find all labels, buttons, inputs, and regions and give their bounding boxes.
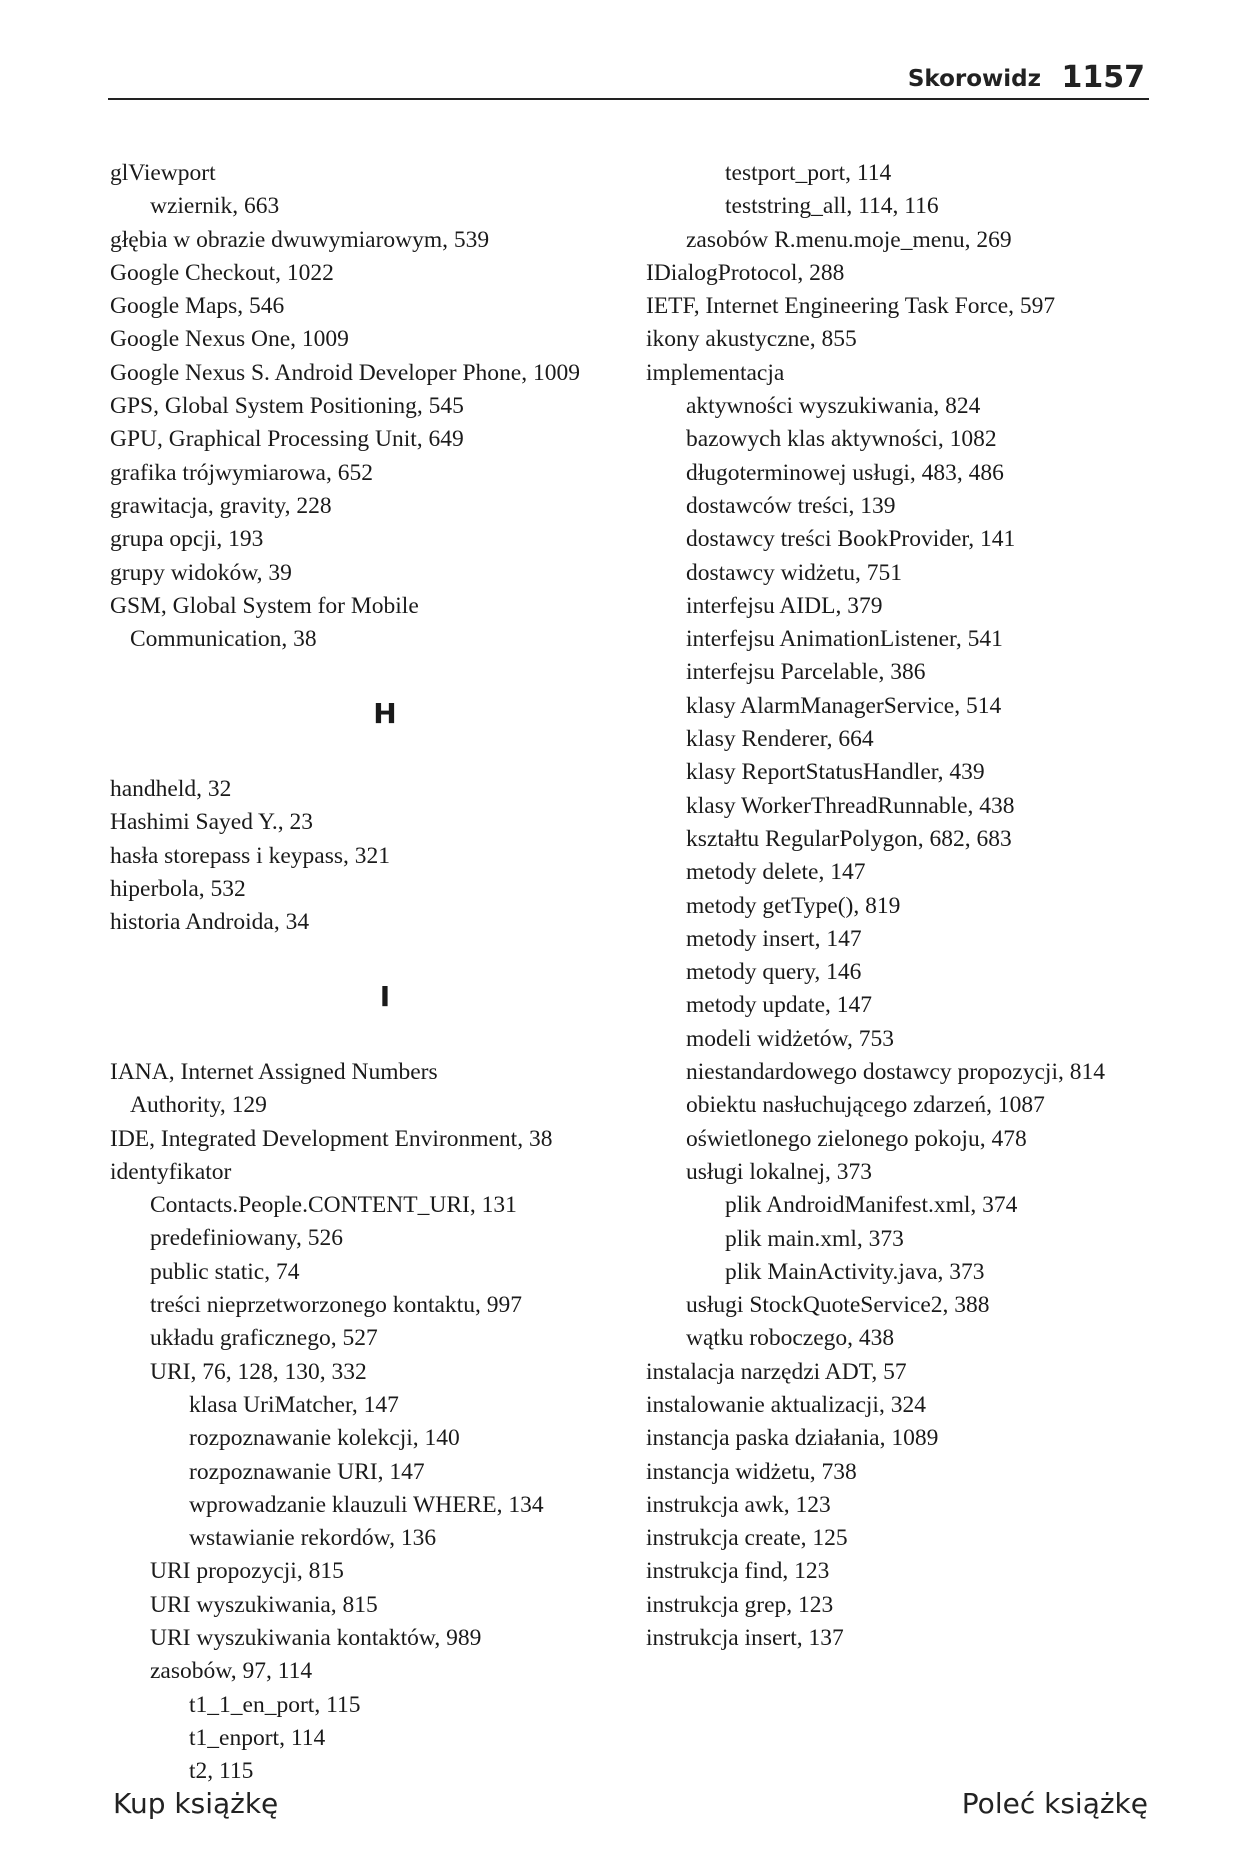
index-entry: zasobów R.menu.moje_menu, 269 [686, 226, 1012, 253]
index-entry: IANA, Internet Assigned Numbers [110, 1058, 438, 1085]
index-entry: długoterminowej usługi, 483, 486 [686, 459, 1004, 486]
index-entry: bazowych klas aktywności, 1082 [686, 426, 997, 453]
index-entry: układu graficznego, 527 [150, 1325, 378, 1352]
index-entry: dostawców treści, 139 [686, 492, 896, 519]
index-entry: implementacja [646, 359, 785, 386]
index-entry: glViewport [110, 160, 216, 186]
index-entry: dostawcy widżetu, 751 [686, 559, 903, 586]
index-entry: metody insert, 147 [686, 925, 862, 952]
index-entry: oświetlonego zielonego pokoju, 478 [686, 1125, 1027, 1152]
index-entry: plik main.xml, 373 [725, 1225, 904, 1252]
index-entry: aktywności wyszukiwania, 824 [686, 393, 981, 420]
index-entry: Google Nexus One, 1009 [110, 326, 349, 353]
index-column-left [110, 157, 640, 1788]
index-entry: wstawianie rekordów, 136 [189, 1525, 437, 1552]
index-entry: klasy WorkerThreadRunnable, 438 [686, 792, 1015, 819]
index-entry: public static, 74 [150, 1258, 300, 1285]
index-entry: klasa UriMatcher, 147 [189, 1391, 399, 1418]
index-entry: identyfikator [110, 1158, 232, 1185]
index-entry: Google Maps, 546 [110, 293, 285, 320]
index-entry: grawitacja, gravity, 228 [110, 492, 332, 519]
index-entry: GSM, Global System for Mobile [110, 592, 419, 619]
index-entry: interfejsu AnimationListener, 541 [686, 626, 1003, 653]
page-number: 1157 [1061, 60, 1145, 95]
index-entry: metody query, 146 [686, 959, 862, 986]
index-entry: interfejsu AIDL, 379 [686, 592, 883, 619]
index-entry: instrukcja find, 123 [646, 1558, 830, 1585]
index-entry: instancja widżetu, 738 [646, 1458, 857, 1485]
index-entry: klasy AlarmManagerService, 514 [686, 692, 1002, 719]
index-entry: rozpoznawanie kolekcji, 140 [189, 1425, 460, 1452]
index-entry: Google Nexus S. Android Developer Phone, 1009 [110, 359, 580, 386]
index-entry: metody delete, 147 [686, 859, 866, 886]
index-entry: klasy Renderer, 664 [686, 726, 874, 753]
index-entry: IDE, Integrated Development Environment, 38 [110, 1125, 553, 1152]
index-entry: Google Checkout, 1022 [110, 259, 334, 286]
index-entry: instrukcja create, 125 [646, 1525, 848, 1552]
index-entry: plik MainActivity.java, 373 [725, 1258, 985, 1285]
index-entry: URI wyszukiwania, 815 [150, 1591, 378, 1618]
index-entry: instancja paska działania, 1089 [646, 1425, 939, 1452]
index-entry: URI wyszukiwania kontaktów, 989 [150, 1624, 482, 1651]
index-column-right [646, 157, 1166, 1655]
index-entry: obiektu nasłuchującego zdarzeń, 1087 [686, 1092, 1045, 1119]
index-entry: instrukcja grep, 123 [646, 1591, 834, 1618]
index-entry: grafika trójwymiarowa, 652 [110, 459, 373, 486]
index-entry: plik AndroidManifest.xml, 374 [725, 1192, 1018, 1219]
index-entry: GPS, Global System Positioning, 545 [110, 393, 464, 420]
index-entry: instrukcja awk, 123 [646, 1491, 831, 1518]
section-title: Skorowidz [907, 66, 1041, 92]
index-entry: usługi StockQuoteService2, 388 [686, 1292, 990, 1319]
index-entry: grupy widoków, 39 [110, 559, 292, 586]
index-entry: Authority, 129 [130, 1092, 267, 1119]
index-entry: historia Androida, 34 [110, 909, 310, 936]
section-letter-heading: H [373, 697, 397, 731]
index-entry: teststring_all, 114, 116 [725, 193, 939, 220]
index-entry: ikony akustyczne, 855 [646, 326, 857, 353]
index-entry: kształtu RegularPolygon, 682, 683 [686, 825, 1012, 852]
section-letter-heading: I [379, 980, 391, 1014]
index-entry: usługi lokalnej, 373 [686, 1158, 873, 1185]
index-entry: wątku roboczego, 438 [686, 1325, 895, 1352]
index-entry: instalacja narzędzi ADT, 57 [646, 1358, 907, 1385]
index-entry: handheld, 32 [110, 775, 232, 802]
buy-book-link[interactable]: Kup książkę [113, 1787, 279, 1820]
index-entry: URI propozycji, 815 [150, 1558, 344, 1585]
index-entry: Hashimi Sayed Y., 23 [110, 809, 314, 836]
page-header [108, 58, 1149, 100]
index-entry: metody update, 147 [686, 992, 873, 1019]
index-entry: hiperbola, 532 [110, 875, 246, 902]
index-entry: Communication, 38 [130, 626, 317, 653]
index-entry: instalowanie aktualizacji, 324 [646, 1391, 926, 1418]
index-entry: klasy ReportStatusHandler, 439 [686, 759, 985, 786]
index-entry: GPU, Graphical Processing Unit, 649 [110, 426, 464, 453]
index-entry: t1_enport, 114 [189, 1724, 326, 1751]
index-entry: instrukcja insert, 137 [646, 1625, 844, 1652]
index-entry: URI, 76, 128, 130, 332 [150, 1358, 367, 1385]
index-entry: t1_1_en_port, 115 [189, 1691, 361, 1718]
index-entry: interfejsu Parcelable, 386 [686, 659, 926, 686]
index-entry: t2, 115 [189, 1758, 254, 1785]
index-entry: testport_port, 114 [725, 160, 892, 186]
index-entry: IETF, Internet Engineering Task Force, 597 [646, 293, 1056, 320]
index-entry: Contacts.People.CONTENT_URI, 131 [150, 1192, 517, 1219]
index-entry: modeli widżetów, 753 [686, 1025, 894, 1052]
index-entry: metody getType(), 819 [686, 892, 901, 919]
index-entry: dostawcy treści BookProvider, 141 [686, 526, 1016, 553]
index-entry: predefiniowany, 526 [150, 1225, 343, 1252]
index-entry: wprowadzanie klauzuli WHERE, 134 [189, 1491, 544, 1518]
index-entry: rozpoznawanie URI, 147 [189, 1458, 425, 1485]
index-entry: grupa opcji, 193 [110, 526, 264, 553]
index-entry: wziernik, 663 [150, 193, 280, 220]
index-entry: zasobów, 97, 114 [150, 1658, 313, 1685]
index-entry: głębia w obrazie dwuwymiarowym, 539 [110, 226, 490, 253]
index-entry: niestandardowego dostawcy propozycji, 814 [686, 1059, 1105, 1086]
index-entry: hasła storepass i keypass, 321 [110, 842, 390, 869]
index-entry: treści nieprzetworzonego kontaktu, 997 [150, 1292, 522, 1319]
recommend-book-link[interactable]: Poleć książkę [961, 1787, 1148, 1820]
index-entry: IDialogProtocol, 288 [646, 259, 845, 286]
